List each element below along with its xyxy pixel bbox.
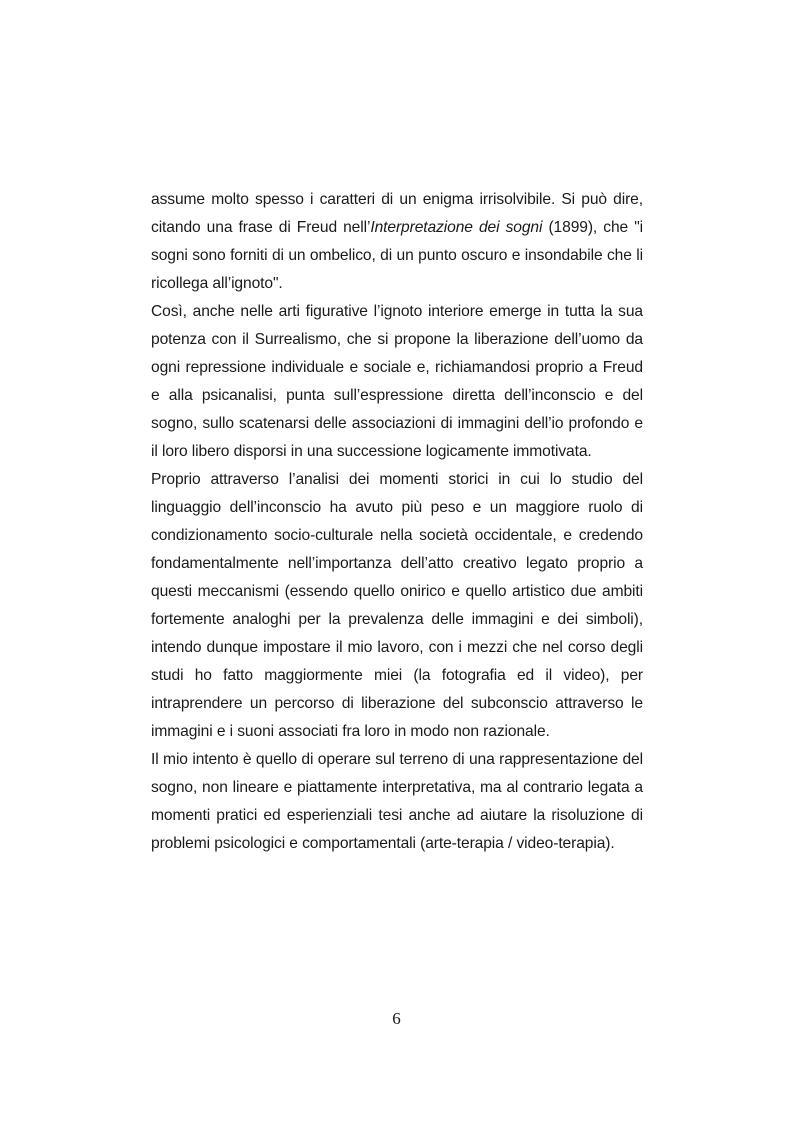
book-title: Interpretazione dei sogni (370, 219, 543, 236)
page-number: 6 (392, 1009, 401, 1028)
paragraph-1-tail: (1899), che "i sogni sono forniti di un ombelico, di un punto oscuro e insondabile che li ricollega all’ignoto". (151, 219, 643, 292)
paragraph-4: Il mio intento è quello di operare sul terreno di una rappresentazione del sogno, non lineare e piattamente interpretativa, ma al contrario legata a momenti pratici ed esperienziali tesi anche ad aiutare la risoluzione di problemi psicologici e comportamentali (arte-terapia / video-terapia). (151, 751, 643, 852)
paragraph-1-lead: assume molto spesso i caratteri di un enigma irrisolvibile. Si può dire, citando una frase di Freud nell’ (151, 191, 643, 236)
paragraph-1 (151, 186, 643, 298)
paragraph-2: Così, anche nelle arti figurative l’ignoto interiore emerge in tutta la sua potenza con il Surrealismo, che si propone la liberazione dell’uomo da ogni repressione individuale e sociale e, richiamandosi proprio a Freud e alla psicanalisi, punta sull’espressione diretta dell’inconscio e del sogno, sullo scatenarsi delle associazioni di immagini dell’io profondo e il loro libero disporsi in una successione logicamente immotivata. (151, 303, 643, 460)
body-text (151, 186, 643, 858)
paragraph-3: Proprio attraverso l’analisi dei momenti storici in cui lo studio del linguaggio dell’inconscio ha avuto più peso e un maggiore ruolo di condizionamento socio-culturale nella società occidentale, e credendo fondamentalmente nell’importanza dell’atto creativo legato proprio a questi meccanismi (essendo quello onirico e quello artistico due ambiti fortemente analoghi per la prevalenza delle immagini e dei simboli), intendo dunque impostare il mio lavoro, con i mezzi che nel corso degli studi ho fatto maggiormente miei (la fotografia ed il video), per intraprendere un percorso di liberazione del subconscio attraverso le immagini e i suoni associati fra loro in modo non razionale. (151, 471, 643, 740)
